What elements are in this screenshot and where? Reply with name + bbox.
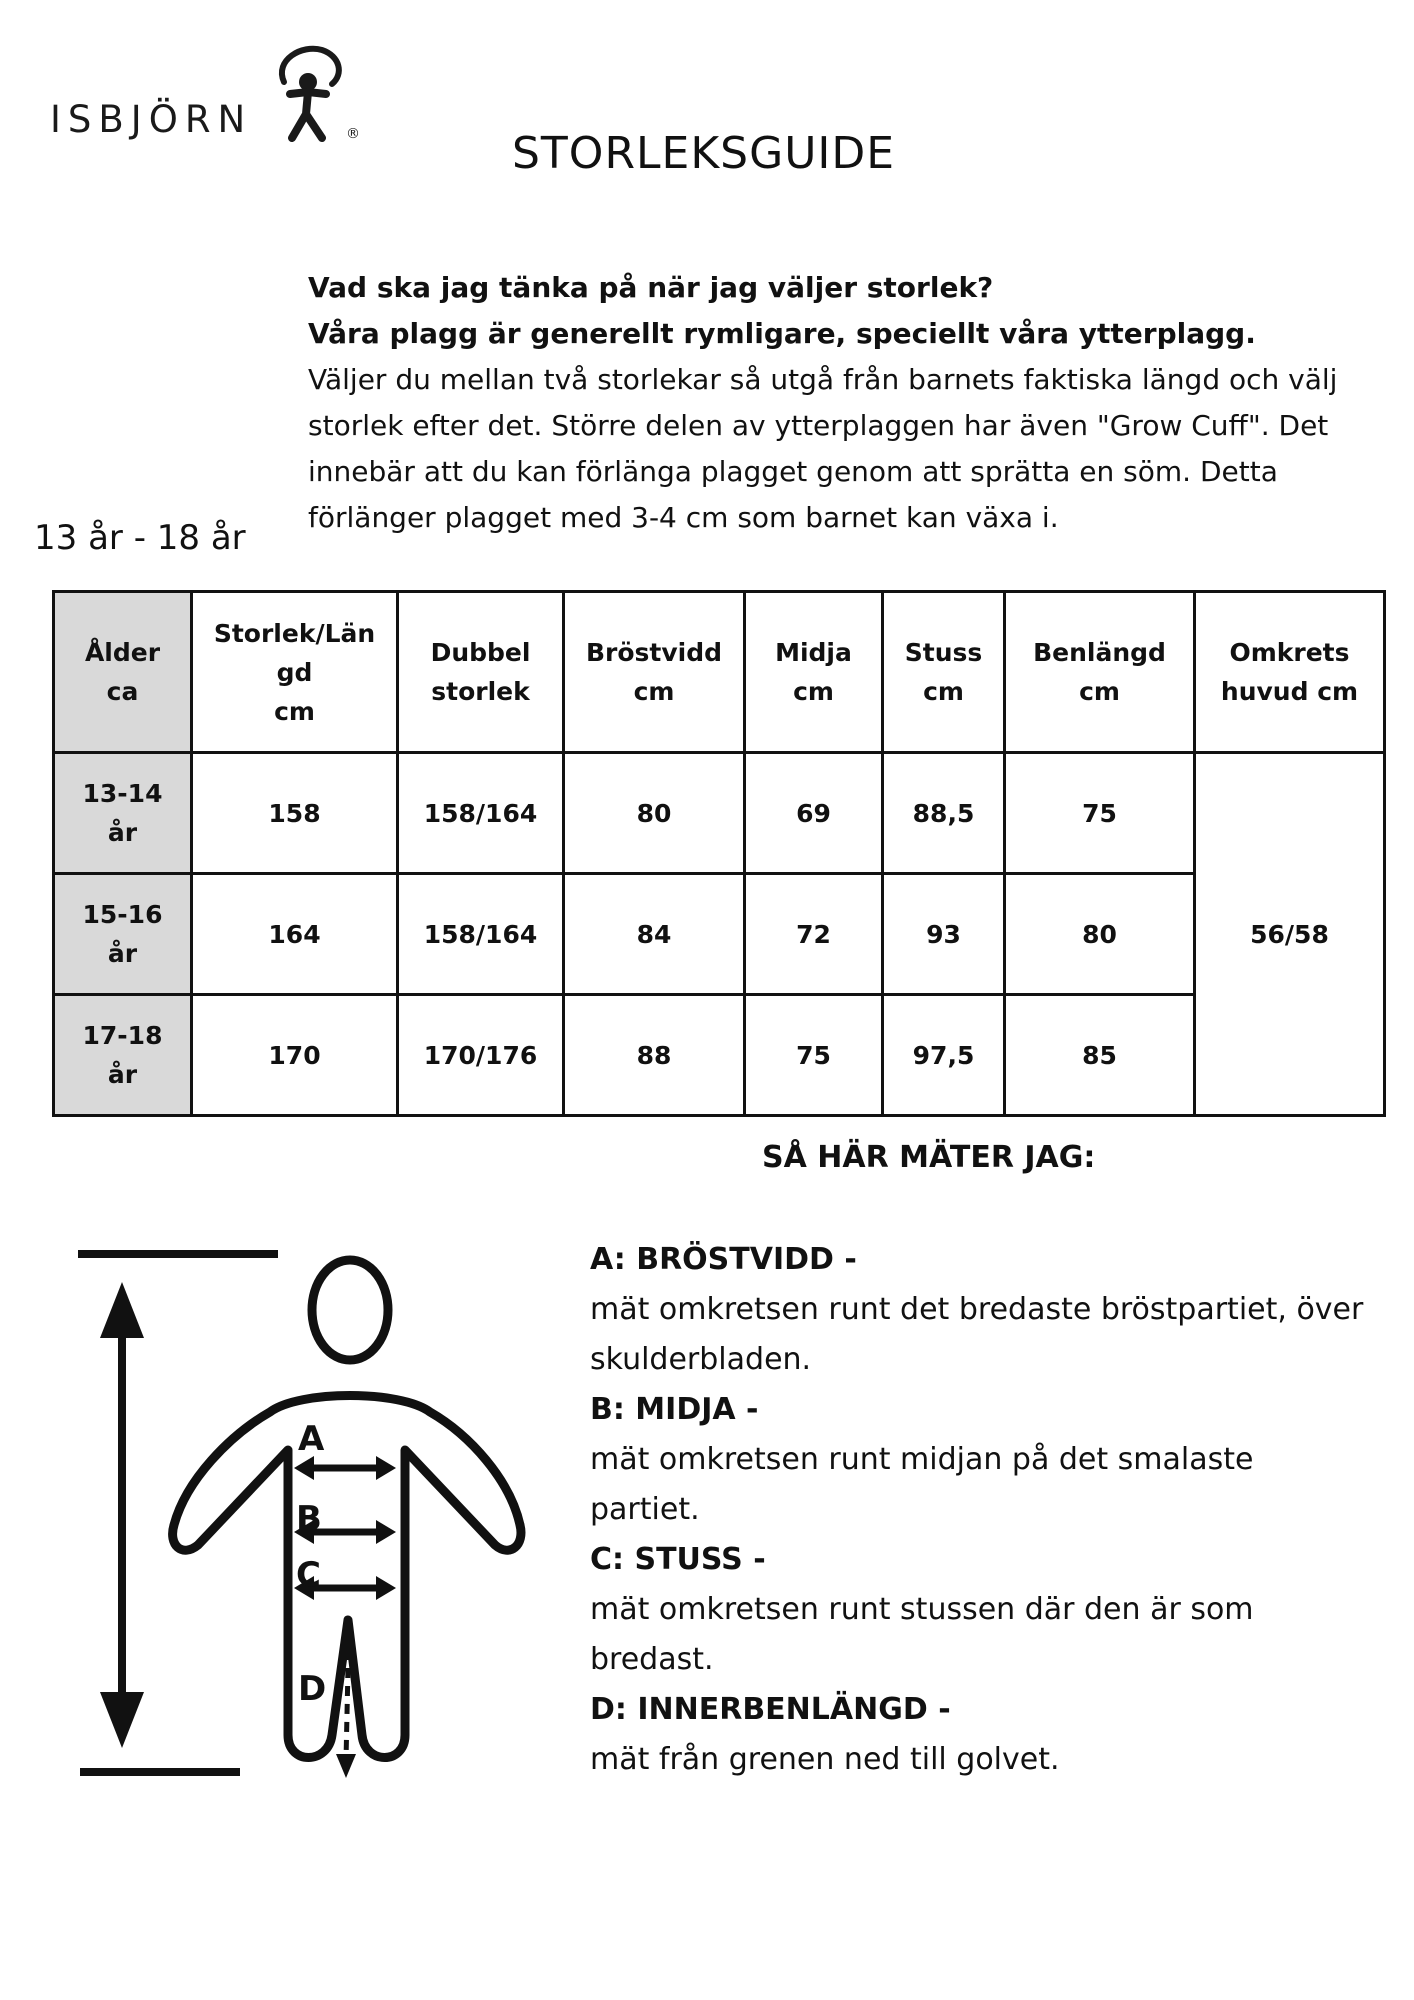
instruction-desc: mät från grenen ned till golvet. — [590, 1742, 1060, 1777]
label-a: A — [298, 1419, 325, 1459]
brand-logo — [50, 42, 360, 152]
page-title: STORLEKSGUIDE — [512, 128, 896, 179]
cell-leg-length: 85 — [1005, 995, 1195, 1116]
cell-leg-length: 80 — [1005, 874, 1195, 995]
cell-waist: 75 — [745, 995, 883, 1116]
cell-size: 164 — [192, 874, 398, 995]
table-row — [54, 995, 1385, 1116]
polar-bear-figure-icon — [262, 42, 362, 142]
header-leg-length: Benlängd cm — [1005, 592, 1195, 753]
cell-chest: 84 — [564, 874, 745, 995]
intro-body: Väljer du mellan två storlekar så utgå från barnets faktiska längd och välj storlek efter det. Större delen av ytterplaggen har även "Grow Cuff". Det innebär att du kan förlänga plagget genom att sprätta en söm. Detta förlänger plagget med 3-4 cm som barnet kan växa i. — [308, 363, 1338, 534]
header-waist: Midja cm — [745, 592, 883, 753]
instruction-term: B: MIDJA - — [590, 1392, 759, 1427]
header-size: Storlek/Län gd cm — [192, 592, 398, 753]
hip-arrow-right-icon — [376, 1576, 396, 1600]
cell-double-size: 158/164 — [398, 753, 564, 874]
instruction-term: C: STUSS - — [590, 1542, 766, 1577]
cell-chest: 80 — [564, 753, 745, 874]
label-d: D — [298, 1669, 327, 1709]
instruction-desc: mät omkretsen runt det bredaste bröstpartiet, över skulderbladen. — [590, 1292, 1364, 1377]
header-double-size: Dubbel storlek — [398, 592, 564, 753]
cell-size: 158 — [192, 753, 398, 874]
cell-waist: 72 — [745, 874, 883, 995]
waist-arrow-right-icon — [376, 1520, 396, 1544]
label-b: B — [296, 1499, 322, 1539]
intro-bold-line: Våra plagg är generellt rymligare, speciellt våra ytterplagg. — [308, 317, 1256, 350]
chest-arrow-right-icon — [376, 1456, 396, 1480]
instruction-desc: mät omkretsen runt stussen där den är som bredast. — [590, 1592, 1254, 1677]
cell-waist: 69 — [745, 753, 883, 874]
cell-double-size: 158/164 — [398, 874, 564, 995]
cell-hip: 97,5 — [883, 995, 1005, 1116]
intro-text — [308, 265, 1368, 541]
cell-size: 170 — [192, 995, 398, 1116]
table-header-row — [54, 592, 1385, 753]
height-arrow-up-icon — [100, 1282, 144, 1338]
label-c: C — [296, 1555, 321, 1595]
inseam-arrow-down-icon — [336, 1754, 356, 1778]
table-row — [54, 753, 1385, 874]
header-hip: Stuss cm — [883, 592, 1005, 753]
header-chest: Bröstvidd cm — [564, 592, 745, 753]
age-range-label: 13 år - 18 år — [34, 518, 246, 558]
registered-mark: ® — [346, 126, 360, 142]
inseam-arrow-dashed — [346, 1668, 348, 1760]
instruction-term: A: BRÖSTVIDD - — [590, 1242, 857, 1277]
intro-question: Vad ska jag tänka på när jag väljer storlek? — [308, 271, 994, 304]
brand-name: ISBJÖRN — [50, 98, 253, 141]
cell-age: 13-14 år — [54, 753, 192, 874]
cell-leg-length: 75 — [1005, 753, 1195, 874]
cell-head-circumference: 56/58 — [1195, 753, 1385, 1116]
cell-double-size: 170/176 — [398, 995, 564, 1116]
cell-age: 15-16 år — [54, 874, 192, 995]
header-age: Ålder ca — [54, 592, 192, 753]
cell-hip: 88,5 — [883, 753, 1005, 874]
cell-age: 17-18 år — [54, 995, 192, 1116]
body-outline — [173, 1396, 521, 1758]
instruction-term: D: INNERBENLÄNGD - — [590, 1692, 951, 1727]
head-outline — [312, 1260, 388, 1360]
header-head-circumference: Omkrets huvud cm — [1195, 592, 1385, 753]
cell-hip: 93 — [883, 874, 1005, 995]
measure-heading: SÅ HÄR MÄTER JAG: — [762, 1140, 1096, 1175]
table-row — [54, 874, 1385, 995]
height-arrow-down-icon — [100, 1692, 144, 1748]
body-measurement-figure — [70, 1240, 540, 1800]
instruction-desc: mät omkretsen runt midjan på det smalaste partiet. — [590, 1442, 1254, 1527]
size-table — [52, 590, 1386, 1117]
chest-arrow-left-icon — [294, 1456, 314, 1480]
cell-chest: 88 — [564, 995, 745, 1116]
measure-instructions — [590, 1235, 1370, 1785]
